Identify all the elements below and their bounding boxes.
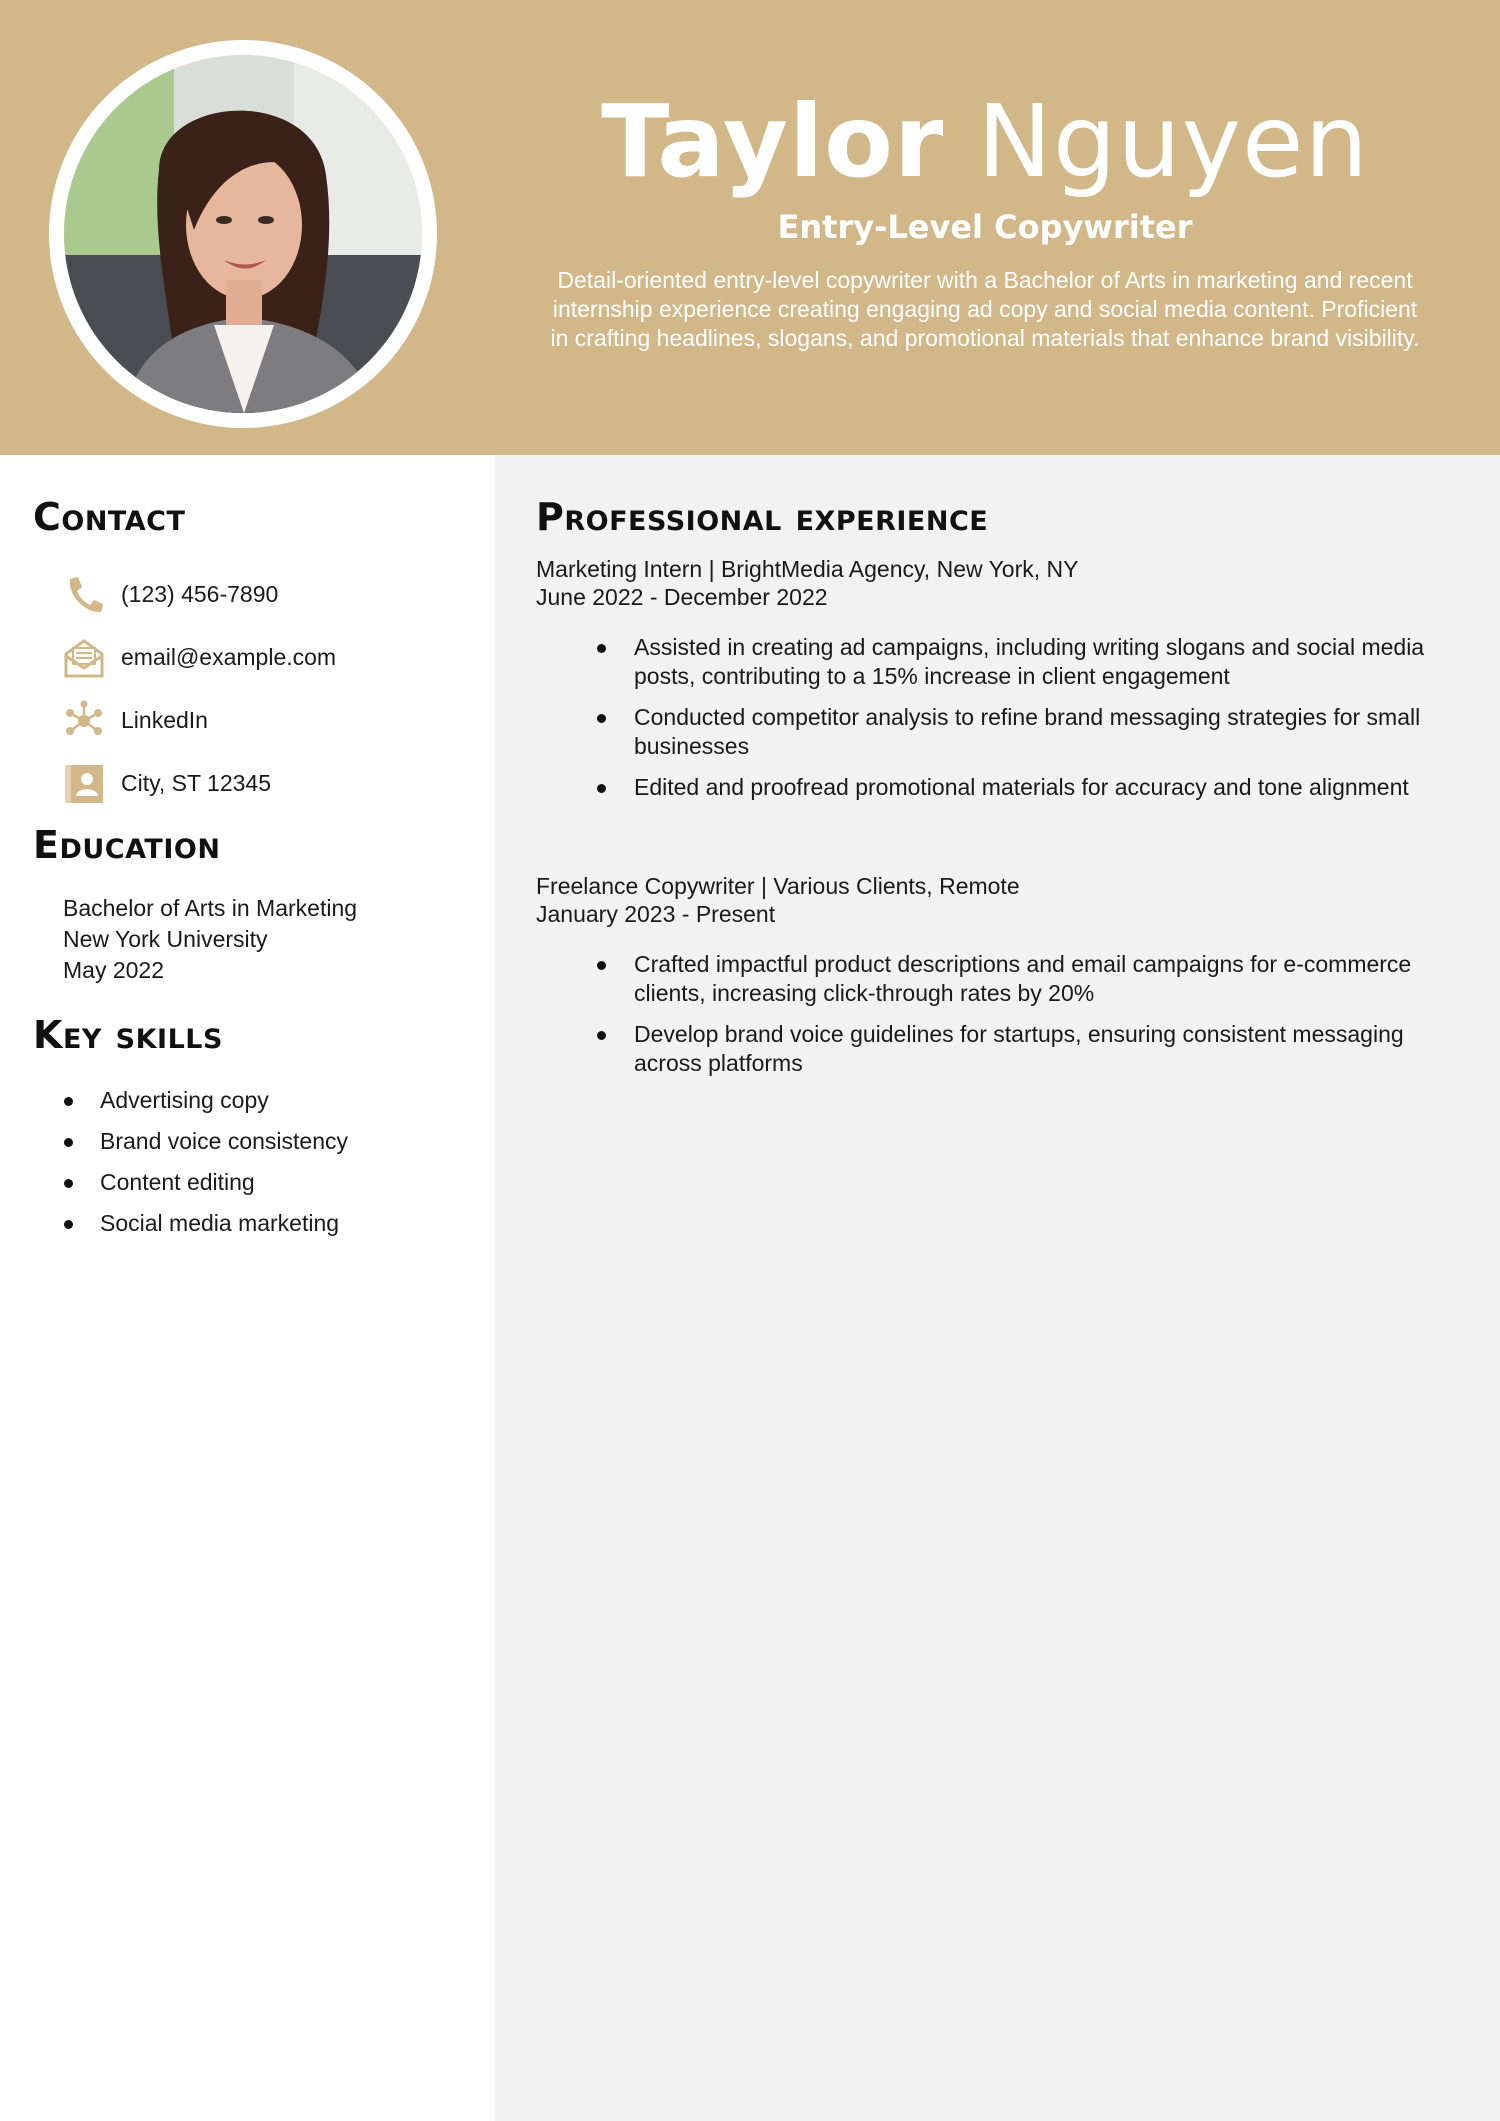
email-icon	[62, 636, 106, 680]
first-name: Taylor	[601, 83, 945, 200]
list-item: Brand voice consistency	[63, 1121, 348, 1162]
job-entry	[536, 872, 1456, 1090]
job-bullets	[536, 950, 1456, 1078]
list-item: Conducted competitor analysis to refine brand messaging strategies for small businesses	[536, 703, 1456, 761]
sidebar	[0, 455, 495, 2121]
last-name: Nguyen	[977, 83, 1369, 200]
address-text: City, ST 12345	[121, 770, 272, 796]
list-item: Social media marketing	[63, 1203, 348, 1244]
header-text	[540, 82, 1430, 353]
profile-summary: Detail-oriented entry-level copywriter with a Bachelor of Arts in marketing and recent internship experience creating engaging ad copy and social media content. Proficient in crafting headlines, slogans, and promotional materials that enhance brand visibility.	[550, 267, 1420, 351]
job-title-line: Freelance Copywriter | Various Clients, Remote	[536, 873, 1020, 899]
graduation-date: May 2022	[63, 957, 165, 983]
list-item: Advertising copy	[63, 1080, 348, 1121]
list-item: Assisted in creating ad campaigns, including writing slogans and social media posts, contributing to a 15% increase in client engagement	[536, 633, 1456, 691]
job-dates: June 2022 - December 2022	[536, 584, 828, 610]
job-dates: January 2023 - Present	[536, 901, 776, 927]
education-entry	[63, 893, 357, 986]
contact-heading: Contact	[33, 495, 186, 539]
profile-photo-frame	[49, 40, 437, 428]
degree: Bachelor of Arts in Marketing	[63, 895, 358, 921]
contact-list	[62, 563, 336, 815]
list-item: Content editing	[63, 1162, 348, 1203]
contact-linkedin	[62, 689, 336, 752]
skills-list	[63, 1080, 348, 1244]
phone-number: (123) 456-7890	[121, 581, 279, 607]
skills-heading: Key skills	[33, 1013, 223, 1057]
experience-heading: Professional experience	[536, 495, 989, 539]
contact-email	[62, 626, 336, 689]
job-bullets	[536, 633, 1456, 802]
address-icon	[62, 762, 106, 806]
contact-address	[62, 752, 336, 815]
list-item: Crafted impactful product descriptions and email campaigns for e-commerce clients, increasing click-through rates by 20%	[536, 950, 1456, 1008]
job-title-line: Marketing Intern | BrightMedia Agency, New York, NY	[536, 556, 1079, 582]
network-icon	[62, 699, 106, 743]
job-entry	[536, 555, 1456, 814]
resume-header	[0, 0, 1500, 455]
candidate-name	[540, 82, 1430, 202]
main-content	[495, 455, 1500, 2121]
education-heading: Education	[33, 823, 221, 867]
school: New York University	[63, 926, 268, 952]
profile-photo	[64, 55, 422, 413]
phone-icon	[62, 573, 106, 617]
linkedin-label: LinkedIn	[121, 707, 208, 733]
contact-phone	[62, 563, 336, 626]
profile-photo-illustration	[64, 55, 422, 413]
list-item: Develop brand voice guidelines for startups, ensuring consistent messaging across platforms	[536, 1020, 1456, 1078]
email-address: email@example.com	[121, 644, 337, 670]
list-item: Edited and proofread promotional materials for accuracy and tone alignment	[536, 773, 1456, 802]
job-title: Entry-Level Copywriter	[777, 208, 1193, 246]
